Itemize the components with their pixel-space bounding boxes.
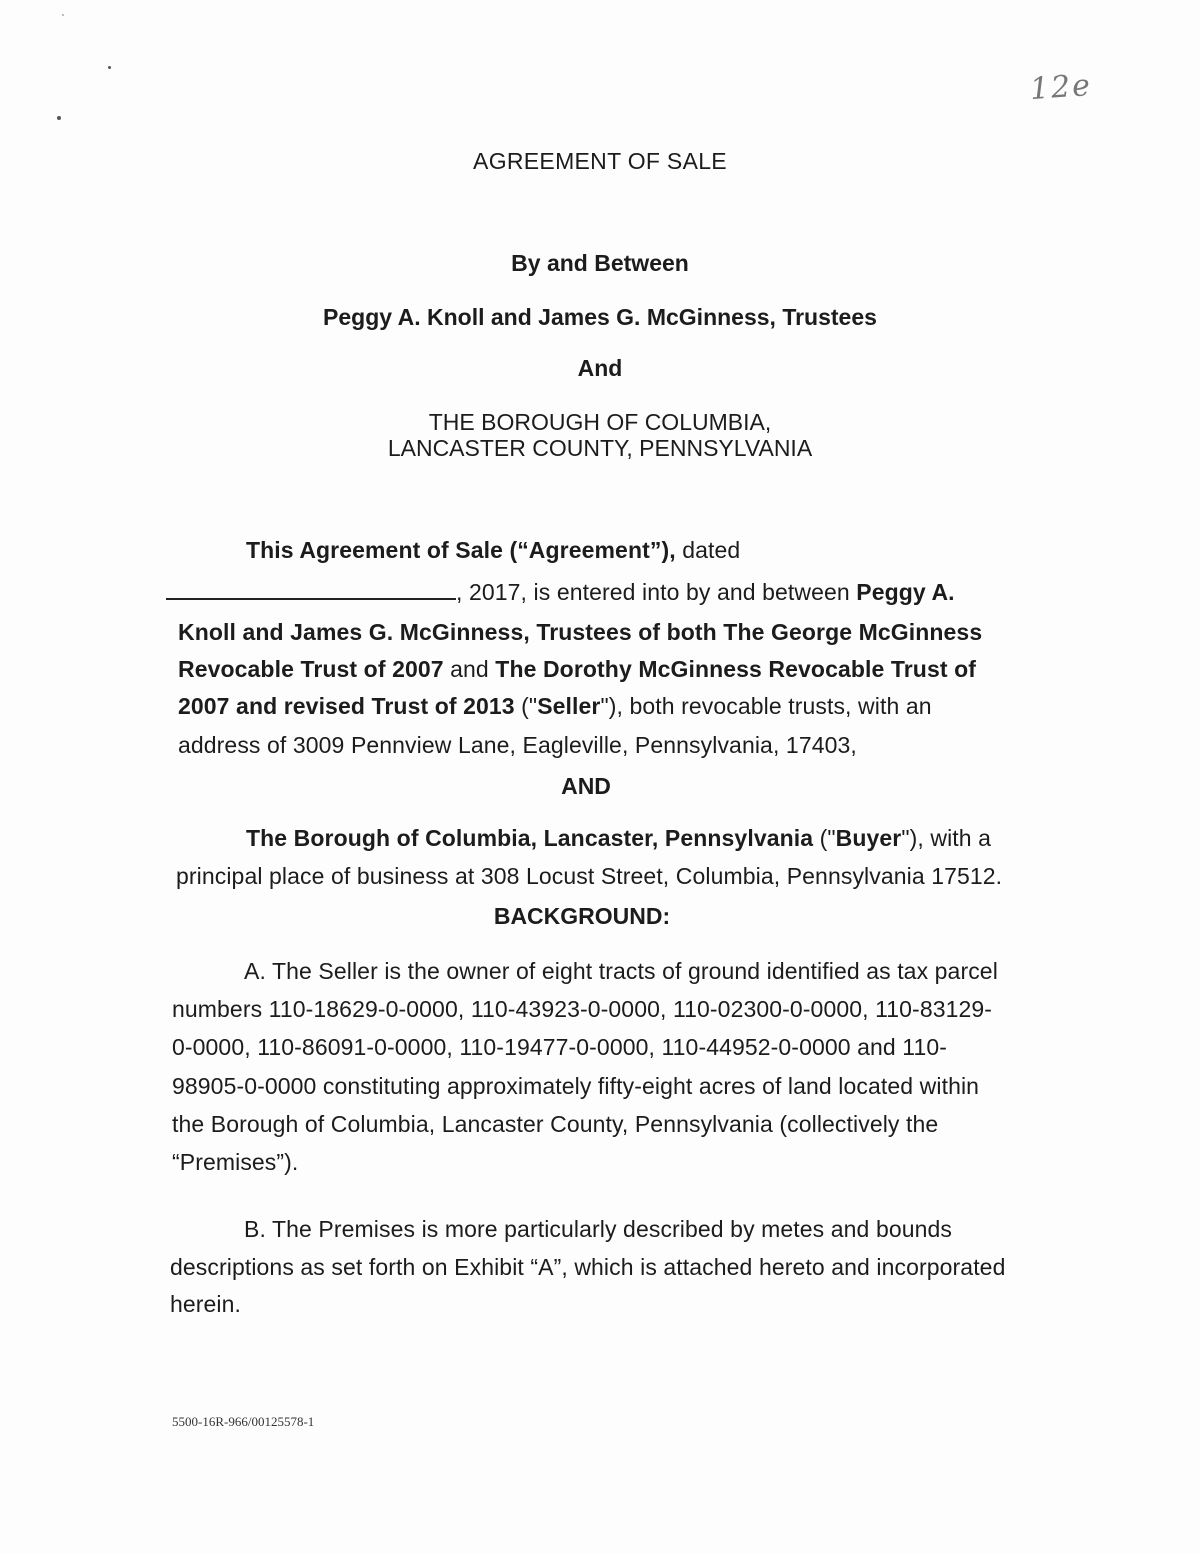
- and-heading: AND: [561, 773, 611, 799]
- party-two-line-2: LANCASTER COUNTY, PENNSYLVANIA: [387, 435, 813, 461]
- intro-and: and: [443, 656, 496, 682]
- george-trust: Revocable Trust of 2007: [178, 656, 444, 682]
- buyer-name: The Borough of Columbia, Lancaster, Pennsylvania: [246, 825, 814, 851]
- dorothy-trust: The Dorothy McGinness Revocable Trust of: [495, 656, 976, 682]
- intro-line-1: [246, 537, 740, 564]
- intro-bold-agreement: This Agreement of Sale (“Agreement”),: [246, 537, 676, 563]
- seller-term: Seller: [537, 693, 601, 719]
- intro-year-text: , 2017, is entered into by and between: [456, 579, 857, 605]
- para-a-line-4: 98905-0-0000 constituting approximately fifty-eight acres of land located within: [172, 1073, 980, 1099]
- para-a-line-6: “Premises”).: [172, 1149, 299, 1175]
- intro-quote-open: (": [514, 693, 538, 719]
- intro-bold-peggy: Peggy A.: [856, 579, 955, 605]
- para-a-line-5: the Borough of Columbia, Lancaster County, Pennsylvania (collectively the: [172, 1111, 939, 1137]
- background-heading: BACKGROUND:: [493, 903, 671, 929]
- intro-dated: dated: [675, 537, 741, 563]
- party-one-heading: Peggy A. Knoll and James G. McGinness, Trustees: [323, 304, 877, 330]
- date-blank-line: [166, 580, 456, 600]
- intro-revocable: "), both revocable trusts, with an: [600, 693, 932, 719]
- para-a-line-1: A. The Seller is the owner of eight tracts of ground identified as tax parcel: [244, 958, 998, 984]
- para-a-line-2: numbers 110-18629-0-0000, 110-43923-0-0000, 110-02300-0-0000, 110-83129-: [172, 996, 993, 1022]
- buyer-quote-open: (": [813, 825, 836, 851]
- intro-line-2: [166, 579, 955, 606]
- party-two-line-1: THE BOROUGH OF COLUMBIA,: [428, 409, 772, 435]
- intro-line-3: Knoll and James G. McGinness, Trustees of both The George McGinness: [178, 619, 983, 645]
- intro-line-4: [178, 656, 976, 683]
- document-title: AGREEMENT OF SALE: [473, 148, 727, 174]
- buyer-with-a: "), with a: [901, 825, 992, 851]
- para-b-line-3: herein.: [170, 1291, 242, 1317]
- intro-line-5: [178, 693, 932, 720]
- buyer-line-1: [246, 825, 991, 852]
- by-and-between: By and Between: [511, 250, 689, 276]
- buyer-line-2: principal place of business at 308 Locust Street, Columbia, Pennsylvania 17512.: [176, 863, 1003, 889]
- scan-speck: [62, 14, 64, 16]
- scan-speck: [108, 66, 111, 69]
- footer-doc-code: 5500-16R-966/00125578-1: [172, 1414, 315, 1429]
- scan-speck: [57, 116, 61, 120]
- handwritten-mark: 12e: [1028, 67, 1094, 108]
- para-b-line-2: descriptions as set forth on Exhibit “A”, which is attached hereto and incorporated: [170, 1254, 1006, 1280]
- para-b-line-1: B. The Premises is more particularly described by metes and bounds: [244, 1216, 952, 1242]
- para-a-line-3: 0-0000, 110-86091-0-0000, 110-19477-0-0000, 110-44952-0-0000 and 110-: [172, 1034, 948, 1060]
- revised-trust: 2007 and revised Trust of 2013: [178, 693, 515, 719]
- and-heading-small: And: [577, 355, 623, 381]
- buyer-term: Buyer: [835, 825, 902, 851]
- intro-line-6: address of 3009 Pennview Lane, Eagleville, Pennsylvania, 17403,: [178, 732, 857, 758]
